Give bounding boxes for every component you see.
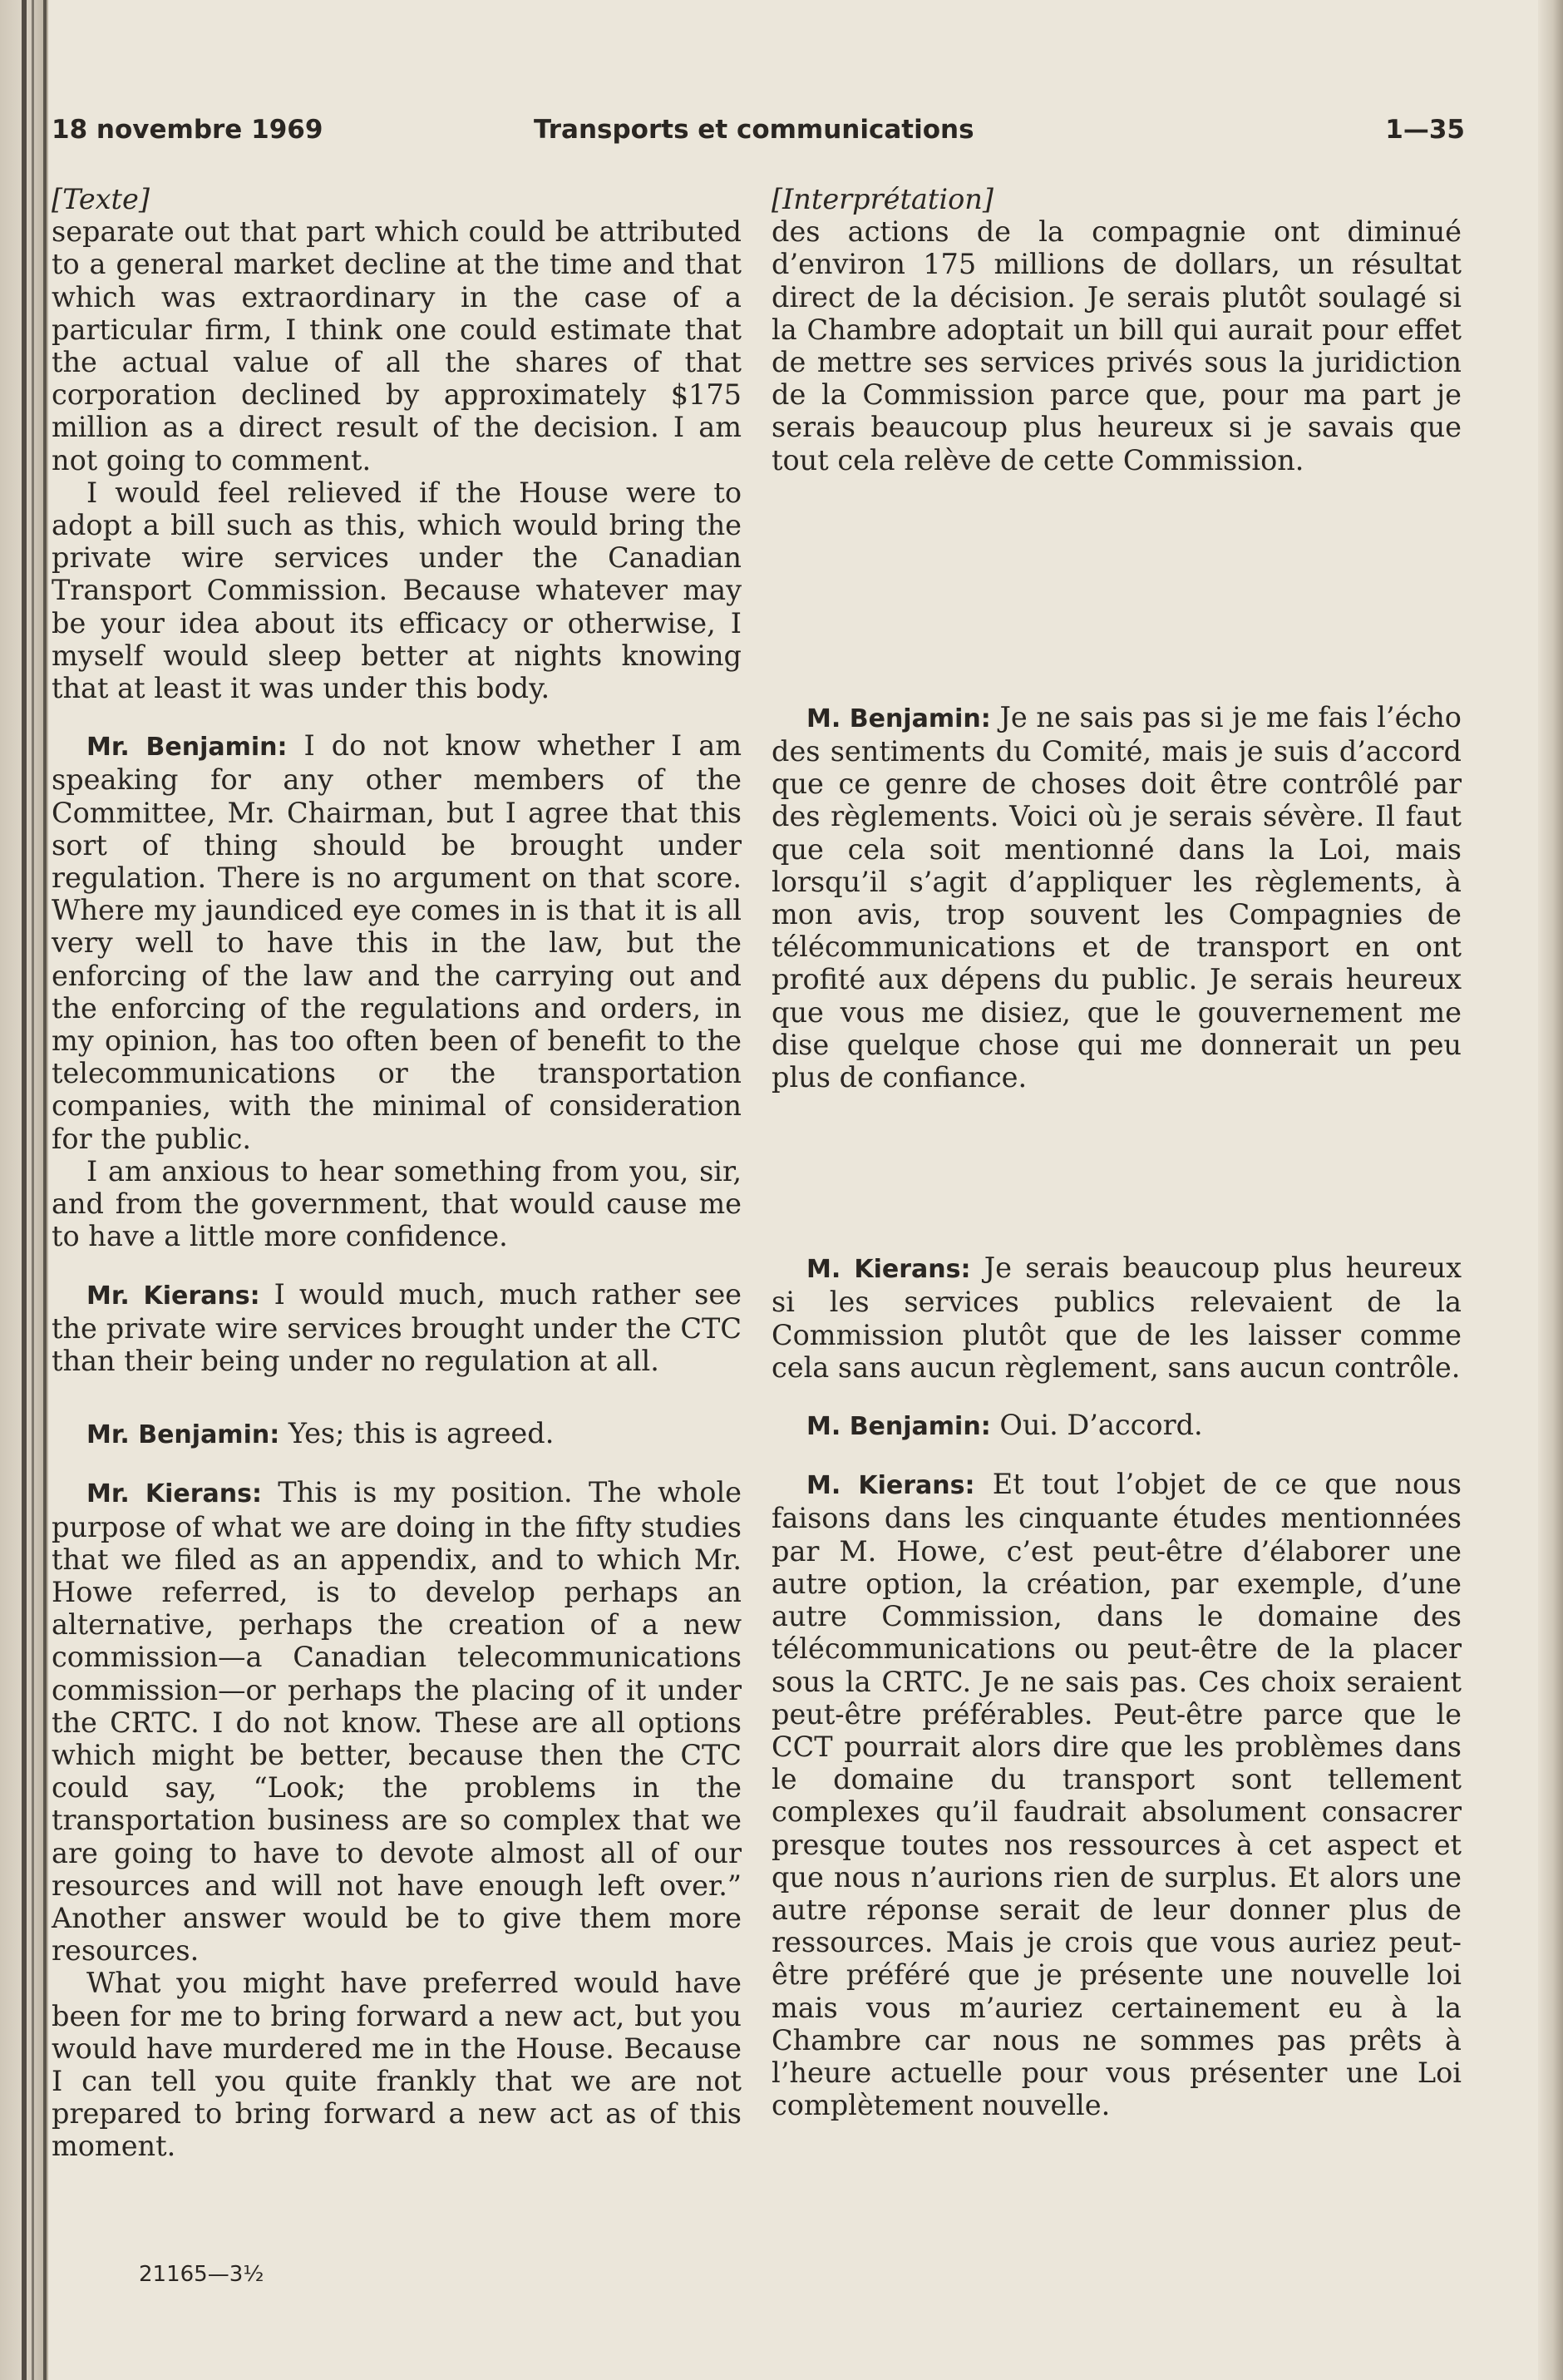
speech-paragraph <box>772 1468 1462 2121</box>
speaker-name: Mr. Kierans: <box>86 1281 260 1311</box>
section-tag: [Interprétation] <box>772 183 994 215</box>
speaker-name: Mr. Benjamin: <box>86 733 288 763</box>
english-column <box>52 183 742 2163</box>
speaker-name: M. Kierans: <box>806 1255 971 1285</box>
page-edge-shadow <box>1538 0 1563 2380</box>
paragraph: I would feel relieved if the House were to adopt a bill such as this, which would bring the private wire services under the Canadian Transport Commission. Because whatever may be your idea about its efficacy or otherwise, I myself would sleep better at nights knowing that at least it was under this body. <box>52 476 742 705</box>
paragraph: des actions de la compagnie ont diminué d’environ 175 millions de dollars, un résultat direct de la décision. Je serais plutôt soulagé si la Chambre adoptait un bill qui aurait pour effet de mettre ses services privés sous la juridiction de la Commission parce que, pour ma part je serais beaucoup plus heureux si je savais que tout cela relève de cette Commission. <box>772 215 1462 476</box>
speech-text: Je serais beaucoup plus heureux si les services publics relevaient de la Commission plutôt que de les laisser comme cela sans aucun règlement, sans aucun contrôle. <box>772 1252 1462 1384</box>
speech-text: Oui. D’accord. <box>999 1409 1203 1442</box>
binding-gutter <box>0 0 48 2380</box>
speech-text: Et tout l’objet de ce que nous faisons dans les cinquante études mentionnées par M. Howe, c’est peut-être d’élaborer une autre option, la création, par exemple, d’une autre Commission, dans le domaine des télécommunications ou peut-être de la placer sous la CRTC. Je ne sais pas. Ces choix seraient peut-être préférables. Peut-être parce que le CCT pourrait alors dire que les problèmes dans le domaine du transport sont tellement complexes qu’il faudrait absolument consacrer presque toutes nos ressources à cet aspect et que nous n’aurions rien de surplus. Et alors une autre réponse serait de leur donner plus de ressources. Mais je crois que vous auriez peut-être préféré que je présente une nouvelle loi mais vous m’auriez certainement eu à la Chambre car nous ne sommes pas prêts à l’heure actuelle pour vous présenter une Loi complètement nouvelle. <box>772 1468 1462 2122</box>
speaker-name: Mr. Kierans: <box>86 1479 262 1509</box>
speech-paragraph <box>52 1417 742 1451</box>
french-column <box>772 183 1462 2121</box>
speaker-name: M. Benjamin: <box>806 704 991 733</box>
gutter-line <box>22 0 27 2380</box>
page-number: 1—35 <box>1385 115 1465 145</box>
paragraph: I am anxious to hear something from you, sir, and from the government, that would cause me to have a little more confidence. <box>52 1154 742 1253</box>
section-tag: [Texte] <box>52 183 150 215</box>
speech-paragraph <box>52 729 742 1155</box>
speech-paragraph <box>52 1476 742 1967</box>
speech-text: I do not know whether I am speaking for any other members of the Committee, Mr. Chairman, but I agree that this sort of thing should be brought under regulation. There is no argument on that score. Where my jaundiced eye comes in is that it is all very well to have this in the law, but the enforcing of the law and the carrying out and the enforcing of the regulations and orders, in my opinion, has too often been of benefit to the telecommunications or the transportation companies, with the minimal of consideration for the public. <box>52 729 742 1155</box>
gutter-line <box>32 0 34 2380</box>
speech-text: Je ne sais pas si je me fais l’écho des sentiments du Comité, mais je suis d’accord que ce genre de choses doit être contrôlé par des règlements. Voici où je serais sévère. Il faut que cela soit mentionné dans la Loi, mais lorsqu’il s’agit d’appliquer les règlements, à mon avis, trop souvent les Compagnies de télécommunications et de transport en ont profité aux dépens du public. Je serais heureux que vous me disiez, que le gouvernement me dise quelque chose qui me donnerait un peu plus de confiance. <box>772 700 1462 1094</box>
paragraph: What you might have preferred would have been for me to bring forward a new act, but you would have murdered me in the House. Because I can tell you quite frankly that we are not prepared to bring forward a new act as of this moment. <box>52 1967 742 2163</box>
speech-text: I would much, much rather see the private wire services brought under the CTC than their being under no regulation at all. <box>52 1277 742 1377</box>
gutter-line <box>43 0 47 2380</box>
speaker-name: M. Benjamin: <box>806 1412 991 1442</box>
speech-paragraph <box>52 1278 742 1378</box>
speech-paragraph <box>772 1252 1462 1384</box>
speaker-name: M. Kierans: <box>806 1471 975 1501</box>
running-header <box>52 100 1465 150</box>
signature-code: 21165—3½ <box>139 2262 264 2287</box>
header-date: 18 novembre 1969 <box>52 115 323 145</box>
speech-paragraph <box>772 701 1462 1094</box>
header-title: Transports et communications <box>534 115 974 145</box>
speech-text: This is my position. The whole purpose of what we are doing in the fifty studies that we filed as an appendix, and to which Mr. Howe referred, is to develop perhaps an alternative, perhaps the creation of a new commission—a Canadian telecommunications commission—or perhaps the placing of it under the CRTC. I do not know. These are all options which might be better, because then the CTC could say, “Look; the problems in the transportation business are so complex that we are going to have to devote almost all of our resources and will not have enough left over.” Another answer would be to give them more resources. <box>52 1476 742 1968</box>
speech-text: Yes; this is agreed. <box>288 1417 555 1450</box>
speaker-name: Mr. Benjamin: <box>86 1420 280 1450</box>
speech-paragraph <box>772 1409 1462 1443</box>
paragraph: separate out that part which could be attributed to a general market decline at the time and that which was extraordinary in the case of a particular firm, I think one could estimate that the actual value of all the shares of that corporation declined by approximately $175 million as a direct result of the decision. I am not going to comment. <box>52 215 742 476</box>
